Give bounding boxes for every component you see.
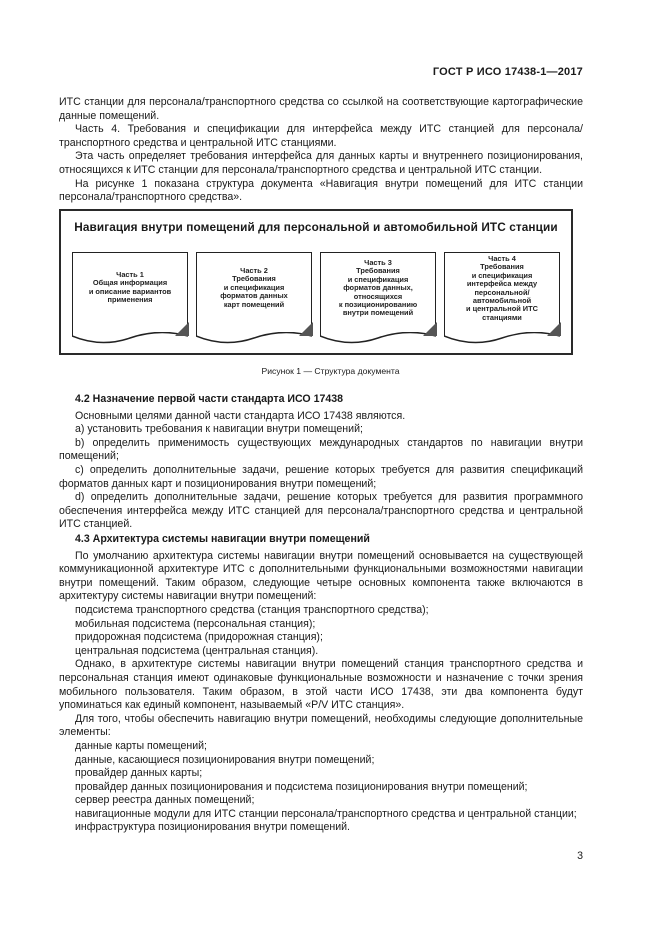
list-item: навигационные модули для ИТС станции персонала/транспортного средства и центральной станции;	[75, 807, 577, 820]
figure-title: Навигация внутри помещений для персональной и автомобильной ИТС станции	[74, 220, 558, 234]
section-4-3	[59, 533, 583, 835]
section-4-2-intro: Основными целями данной части стандарта ИСО 17438 являются.	[75, 409, 406, 422]
section-4-2-heading: 4.2 Назначение первой части стандарта ИСО 17438	[75, 393, 344, 405]
list-item: d) определить дополнительные задачи, решение которых требуется для развития программного обеспечения интерфейса между ИТС станцией для персонала/транспортного средства и центральной ИТС станцией.	[59, 491, 583, 531]
page-number: 3	[577, 850, 583, 862]
list-item: b) определить применимость существующих международных стандартов по навигации внутри помещений;	[59, 436, 583, 463]
part-1-label: Часть 1 Общая информация и описание вариантов применения	[88, 270, 172, 305]
document-structure-figure	[59, 209, 573, 355]
list-item: провайдер данных позиционирования и подсистема позиционирования внутри помещений;	[75, 780, 528, 793]
section-4-2	[59, 393, 583, 532]
figure-caption: Рисунок 1 — Структура документа	[261, 366, 400, 376]
part-4-document-icon	[444, 252, 560, 336]
part-3-document-icon	[320, 252, 436, 336]
list-item: придорожная подсистема (придорожная станция);	[75, 631, 323, 644]
list-item: сервер реестра данных помещений;	[75, 794, 255, 807]
list-item: провайдер данных карты;	[75, 767, 203, 780]
list-item: c) определить дополнительные задачи, решение которых требуется для развития спецификаций форматов данных карт и позиционирования внутри помещений;	[59, 463, 583, 490]
page-header: ГОСТ Р ИСО 17438-1—2017	[432, 66, 583, 78]
section-4-3-paragraph-3: Для того, чтобы обеспечить навигацию внутри помещений, необходимы следующие дополнительные элементы:	[59, 712, 583, 739]
intro-block	[59, 96, 583, 205]
intro-paragraph-3: Эта часть определяет требования интерфейса для данных карты и внутреннего позиционирования, относящихся к ИТС станции для персонала/транспортного средства и центральной ИТС станции.	[59, 150, 583, 176]
part-4-label: Часть 4 Требования и спецификация интерфейса между персональной/ автомобильной и центральной ИТС станциями	[466, 254, 538, 322]
part-3-label: Часть 3 Требования и спецификация форматов данных, относящихся к позиционированию внутри помещений	[338, 258, 418, 318]
section-4-3-heading: 4.3 Архитектура системы навигации внутри помещений	[75, 533, 370, 545]
part-2-document-icon	[196, 252, 312, 336]
intro-paragraph-1: ИТС станции для персонала/транспортного средства со ссылкой на соответствующие картографические данные помещений.	[59, 96, 583, 122]
part-1-document-icon	[72, 252, 188, 336]
intro-paragraph-2: Часть 4. Требования и спецификации для интерфейса между ИТС станцией для персонала/транспортного средства и центральной ИТС станциями.	[59, 123, 583, 149]
list-item: данные карты помещений;	[75, 739, 207, 752]
part-2-label: Часть 2 Требования и спецификация форматов данных карт помещений	[220, 266, 288, 309]
list-item: a) установить требования к навигации внутри помещений;	[75, 423, 363, 436]
list-item: подсистема транспортного средства (станция транспортного средства);	[75, 603, 429, 616]
list-item: инфраструктура позиционирования внутри помещений.	[75, 821, 350, 834]
list-item: центральная подсистема (центральная станция).	[75, 644, 319, 657]
list-item: мобильная подсистема (персональная станция);	[75, 617, 316, 630]
section-4-3-paragraph-2: Однако, в архитектуре системы навигации внутри помещений станция транспортного средства и персональная станция имеют одинаковые функциональные возможности и назначение с точки зрения мобильного пользователя. Таким образом, в этой части ИСО 17438, эти два компонента будут упоминаться как единый компонент, называемый «P/V ИТС станция».	[59, 658, 583, 712]
list-item: данные, касающиеся позиционирования внутри помещений;	[75, 753, 375, 766]
intro-paragraph-4: На рисунке 1 показана структура документа «Навигация внутри помещений для ИТС станции персонала/транспортного средства».	[59, 177, 583, 204]
section-4-3-paragraph-1: По умолчанию архитектура системы навигации внутри помещений основывается на существующей коммуникационной архитектуре ИТС с дополнительными функциональными возможностями навигации внутри помещений. Таким образом, следующие четыре основных компонента также включаются в архитектуру системы навигации внутри помещений:	[59, 549, 583, 603]
